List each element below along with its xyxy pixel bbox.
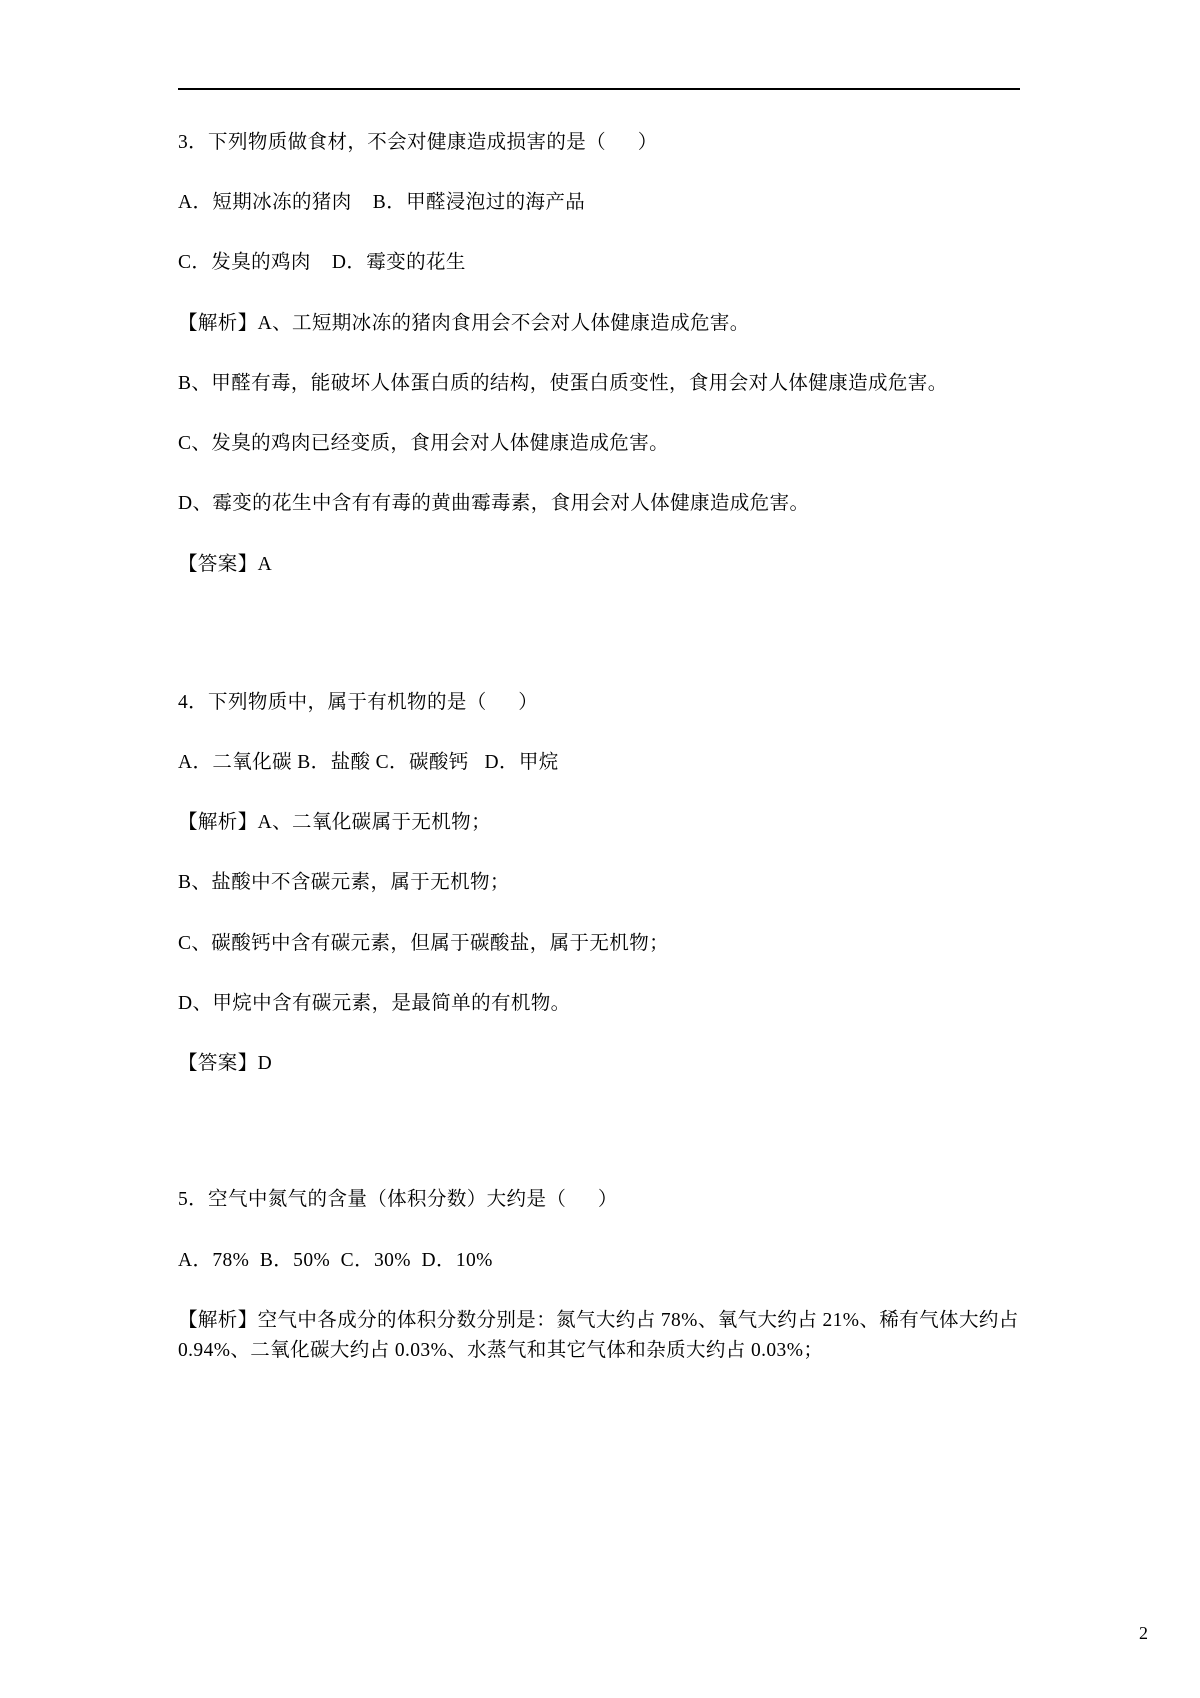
section-gap-1 <box>178 610 1020 688</box>
question-5-options: A．78% B．50% C．30% D．10% <box>178 1249 493 1271</box>
section-gap-2 <box>178 1109 1020 1185</box>
question-4-answer: 【答案】D <box>178 1053 273 1075</box>
question-3-stem: 3．下列物质做食材，不会对健康造成损害的是（ ） <box>178 132 658 153</box>
question-3-explanation-c: C、发臭的鸡肉已经变质，食用会对人体健康造成危害。 <box>178 433 670 455</box>
question-3-options-cd: C．发臭的鸡肉 D．霉变的花生 <box>178 252 466 274</box>
question-4-explanation-c: C、碳酸钙中含有碳元素，但属于碳酸盐，属于无机物； <box>178 932 670 954</box>
question-4-explanation-d: D、甲烷中含有碳元素，是最简单的有机物。 <box>178 992 571 1014</box>
question-4-options: A．二氧化碳 B．盐酸 C．碳酸钙 D．甲烷 <box>178 751 559 773</box>
page-number: 2 <box>1139 1623 1148 1643</box>
page-content <box>178 88 1024 1396</box>
question-4-explanation-b: B、盐酸中不含碳元素，属于无机物； <box>178 872 510 894</box>
question-5-explanation: 【解析】空气中各成分的体积分数分别是：氮气大约占 78%、氧气大约占 21%、稀有气体大约占 0.94%、二氧化碳大约占 0.03%、水蒸气和其它气体和杂质大约占 0.03%； <box>178 1309 1024 1361</box>
question-4-stem: 4．下列物质中，属于有机物的是（ ） <box>178 691 539 713</box>
question-3-answer: 【答案】A <box>178 553 273 575</box>
question-5-stem: 5．空气中氮气的含量（体积分数）大约是（ ） <box>178 1189 618 1211</box>
header-divider <box>178 88 1020 90</box>
question-4-explanation-a: 【解析】A、二氧化碳属于无机物； <box>178 812 491 834</box>
question-3-explanation-d: D、霉变的花生中含有有毒的黄曲霉毒素，食用会对人体健康造成危害。 <box>178 493 810 515</box>
question-3-explanation-b: B、甲醛有毒，能破坏人体蛋白质的结构，使蛋白质变性，食用会对人体健康造成危害。 <box>178 372 948 394</box>
question-3-options-ab: A．短期冰冻的猪肉 B．甲醛浸泡过的海产品 <box>178 192 586 214</box>
question-3-explanation-a: 【解析】A、工短期冰冻的猪肉食用会不会对人体健康造成危害。 <box>178 312 750 334</box>
